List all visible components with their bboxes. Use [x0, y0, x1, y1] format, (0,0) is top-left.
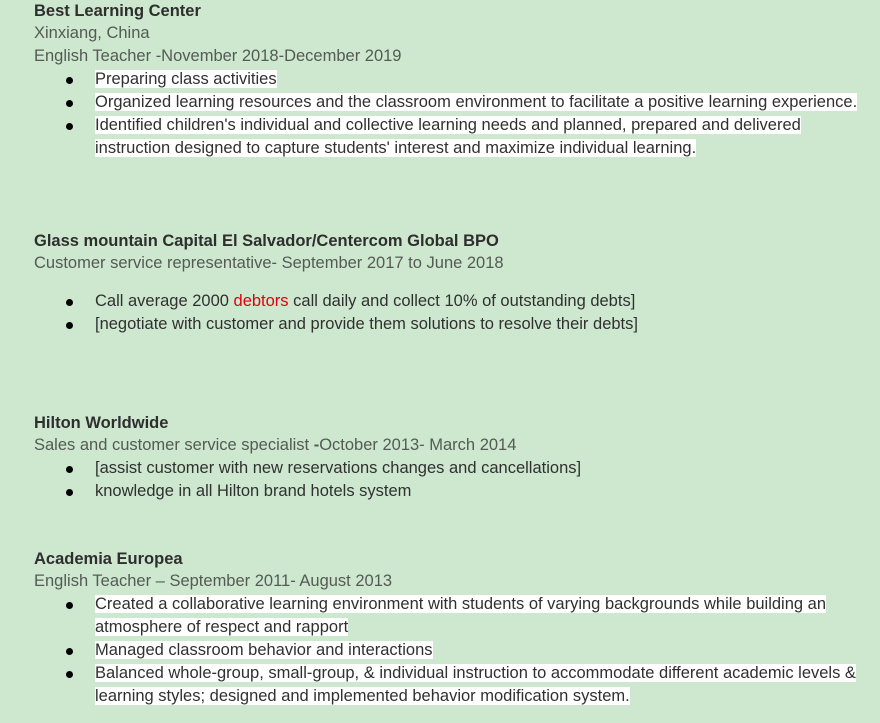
bullet-text: Preparing class activities: [95, 70, 277, 88]
job-location: Xinxiang, China: [34, 24, 150, 42]
bullet-list: [34, 593, 870, 708]
job-hilton-worldwide: [34, 412, 870, 503]
spacer: [34, 275, 870, 290]
employer-name: Hilton Worldwide: [34, 414, 169, 432]
bullet-list: [34, 68, 870, 160]
list-item: [34, 91, 870, 114]
job-role-dates: English Teacher -November 2018-December 2019: [34, 47, 402, 65]
highlighted-word: debtors: [233, 292, 289, 310]
role-dash: -: [313, 436, 320, 454]
bullet-text: call daily and collect 10% of outstanding debts]: [288, 292, 636, 310]
list-item: [34, 593, 870, 639]
job-academia-europea: [34, 548, 870, 708]
bullet-text: [negotiate with customer and provide them solutions to resolve their debts]: [95, 315, 638, 333]
list-item: [34, 662, 870, 708]
employer-name: Academia Europea: [34, 550, 183, 568]
list-item: [34, 114, 870, 160]
bullet-text: Call average 2000: [95, 292, 234, 310]
bullet-text: knowledge in all Hilton brand hotels system: [95, 482, 412, 500]
job-role-dates: English Teacher – September 2011- August 2013: [34, 572, 393, 590]
role-title: Sales and customer service specialist: [34, 436, 314, 454]
job-best-learning-center: [34, 0, 870, 160]
list-item: [34, 68, 870, 91]
bullet-text: Created a collaborative learning environment with students of varying backgrounds while building an atmosphere of respect and rapport: [95, 595, 827, 636]
list-item: [34, 313, 870, 336]
list-item: [34, 457, 870, 480]
list-item: [34, 480, 870, 503]
job-role-dates: [34, 434, 870, 457]
bullet-text: Identified children's individual and collective learning needs and planned, prepared and delivered instruction designed to capture students' interest and maximize individual learning.: [95, 116, 801, 157]
bullet-list: [34, 457, 870, 503]
role-dates: October 2013- March 2014: [319, 436, 517, 454]
bullet-text: Managed classroom behavior and interactions: [95, 641, 433, 659]
job-glass-mountain: [34, 230, 870, 336]
list-item: [34, 290, 870, 313]
bullet-list: [34, 290, 870, 336]
bullet-text: [assist customer with new reservations changes and cancellations]: [95, 459, 582, 477]
job-role-dates: Customer service representative- September 2017 to June 2018: [34, 254, 504, 272]
employer-name: Best Learning Center: [34, 2, 201, 20]
bullet-text: Balanced whole-group, small-group, & individual instruction to accommodate different academic levels & learning styles; designed and implemented behavior modification system.: [95, 664, 856, 705]
bullet-text: Organized learning resources and the classroom environment to facilitate a positive learning experience.: [95, 93, 858, 111]
list-item: [34, 639, 870, 662]
employer-name: Glass mountain Capital El Salvador/Centercom Global BPO: [34, 232, 499, 250]
